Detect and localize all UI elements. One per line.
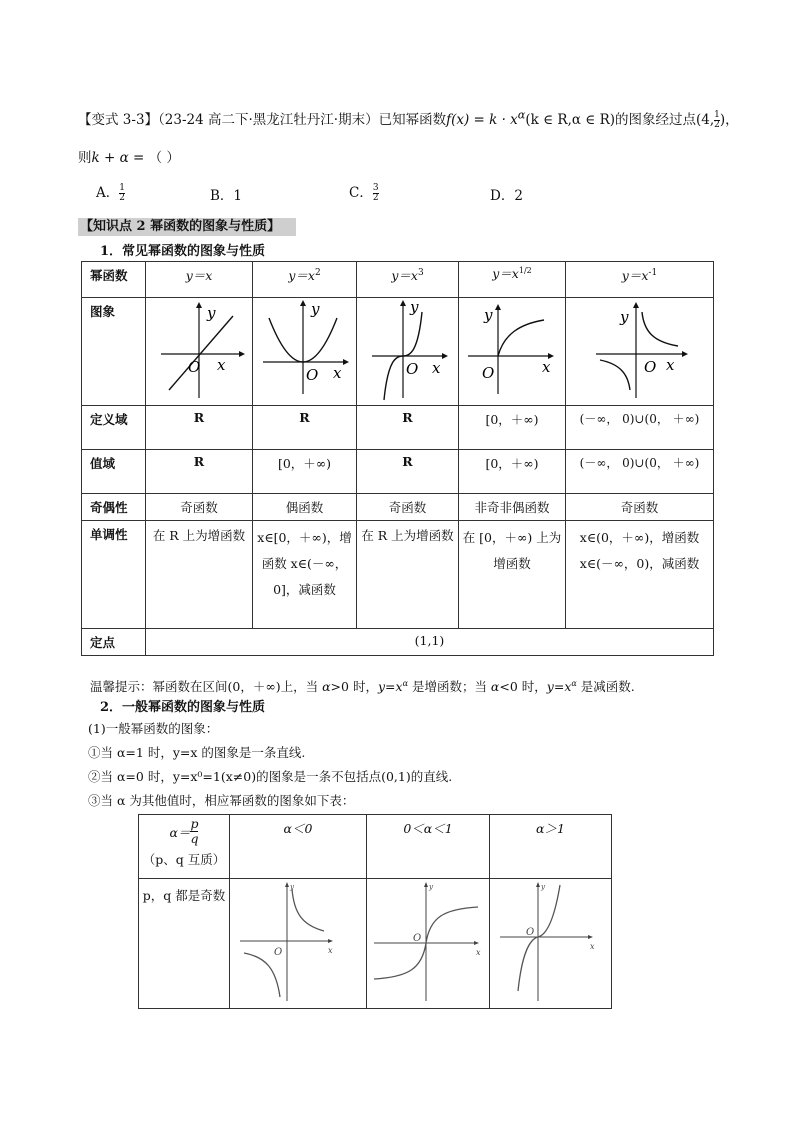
table-row (82, 262, 714, 298)
table-row (82, 494, 714, 521)
question-line2-blank: = （ ） (128, 150, 180, 166)
graph-cell (566, 298, 714, 406)
graph-y-x3 (358, 298, 458, 402)
origin-label: O (643, 358, 656, 376)
option-c[interactable] (349, 181, 379, 203)
option-d[interactable] (490, 184, 523, 204)
graph-y-sqrt (460, 298, 564, 402)
question-line-2 (78, 146, 180, 166)
cell: 在 [0，＋∞) 上为增函数 (459, 521, 566, 629)
option-fraction (119, 184, 125, 203)
cell: R (357, 406, 459, 450)
option-fraction (373, 184, 379, 203)
pq-fraction (190, 817, 198, 846)
y-label: y (484, 306, 493, 324)
cell: 奇函数 (357, 494, 459, 521)
x-label: x (332, 364, 341, 382)
table-row (139, 879, 612, 1009)
curve (498, 320, 544, 356)
row-label: 值域 (82, 450, 146, 494)
tip-part: x (395, 679, 403, 694)
tip-part: α (571, 678, 577, 688)
question-tag: 【变式 3-3】 (78, 112, 159, 128)
y-arrow-icon (196, 302, 202, 308)
origin-label: O (413, 933, 422, 944)
y-label: y (409, 298, 418, 316)
point-num: 1 (714, 110, 720, 120)
frac-den: 2 (372, 193, 379, 203)
graph-cell (459, 298, 566, 406)
cell: 在 R 上为增函数 (146, 521, 253, 629)
cell: [0，＋∞) (253, 450, 357, 494)
general-item-1: ①当 α=1 时，y=x 的图象是一条直线. (88, 745, 306, 760)
x-arrow-icon (588, 935, 593, 939)
row-label: 单调性 (82, 521, 146, 629)
knowledge-title: 【知识点 2 幂函数的图象与性质】 (78, 218, 296, 236)
tip-part: y (377, 679, 386, 694)
alpha-formula (142, 817, 226, 846)
curve-positive (642, 312, 678, 346)
option-text: 1 (233, 188, 243, 204)
option-label: C． (349, 185, 373, 201)
y-label: y (289, 883, 294, 891)
table-row (82, 629, 714, 656)
question-stem-b: 的图象经过点(4, (615, 112, 715, 128)
func-header (459, 262, 566, 298)
origin-label: O (188, 358, 201, 376)
origin-label: O (482, 364, 495, 382)
cell: x∈[0，＋∞)，增函数 x∈(－∞，0]，减函数 (253, 521, 357, 629)
x-arrow-icon (343, 359, 349, 365)
func-header (566, 262, 714, 298)
frac-num: 1 (119, 183, 125, 193)
origin-label: O (305, 366, 318, 384)
x-label: x (589, 942, 595, 951)
general-power-table (138, 814, 612, 1009)
func-header (357, 262, 459, 298)
tip-part: y (546, 679, 554, 694)
y-arrow-icon (633, 302, 639, 308)
y-label: y (207, 304, 216, 322)
func-text: y＝x (288, 268, 315, 283)
table-row (82, 521, 714, 629)
x-label: x (665, 356, 674, 374)
option-label: D． (490, 188, 515, 204)
graph-y-inverse (570, 298, 710, 402)
col-header: α＞1 (490, 815, 612, 879)
curve (518, 885, 560, 991)
row-label: 图象 (82, 298, 146, 406)
func-text: y＝x (185, 268, 213, 283)
tip-part: α (322, 679, 331, 694)
graph-alpha-greater (492, 879, 610, 1005)
tip-part: α (490, 679, 500, 694)
question-stem-c: )， (719, 112, 739, 128)
tip-part: <0 时， (499, 679, 547, 694)
cell: x∈(0，＋∞)，增函数 x∈(－∞，0)，减函数 (566, 521, 714, 629)
cell: R (357, 450, 459, 494)
question-line-1 (78, 108, 739, 130)
coprime-note: （p、q 互质） (142, 852, 226, 867)
cell: R (253, 406, 357, 450)
origin-label: O (525, 927, 534, 938)
graph-cell (253, 298, 357, 406)
x-arrow-icon (239, 351, 245, 357)
y-arrow-icon (400, 300, 406, 306)
option-b[interactable] (210, 184, 242, 204)
frac-num: 3 (372, 183, 379, 193)
x-label: x (431, 359, 440, 377)
x-arrow-icon (474, 941, 479, 945)
general-intro: (1)一般幂函数的图象： (88, 721, 219, 736)
col-header: 0＜α＜1 (367, 815, 490, 879)
tip-part: 温馨提示：幂函数在区间(0，＋∞)上，当 (90, 679, 323, 694)
question-stem: 已知幂函数 (378, 112, 447, 128)
row-label: 奇偶性 (82, 494, 146, 521)
table-row (82, 450, 714, 494)
y-arrow-icon (424, 882, 428, 887)
question-line2-prefix: 则 (78, 150, 92, 166)
table-row (82, 406, 714, 450)
section-2-title: 2．一般幂函数的图象与性质 (100, 700, 266, 715)
tip-part: = (385, 679, 396, 694)
func-exponent: 3 (417, 267, 424, 278)
cell: 非奇非偶函数 (459, 494, 566, 521)
formula-exponent: α (517, 108, 526, 122)
curve (169, 316, 233, 390)
cell: 在 R 上为增函数 (357, 521, 459, 629)
func-header (253, 262, 357, 298)
tip-part: = (553, 679, 565, 694)
y-label: y (429, 883, 433, 891)
y-label: y (540, 883, 545, 891)
graph-cell (146, 298, 253, 406)
formula-condition: (k ∈ R,α ∈ R) (525, 112, 616, 128)
frac-den: 2 (119, 193, 125, 203)
x-arrow-icon (328, 939, 333, 943)
origin-label: O (273, 947, 282, 958)
graph-y-x (149, 298, 249, 402)
curve-positive (426, 907, 478, 943)
cell: 奇函数 (566, 494, 714, 521)
y-label: y (310, 300, 319, 318)
cell: (－∞， 0)∪(0， ＋∞) (566, 406, 714, 450)
alpha-header (139, 815, 230, 879)
col-header: α＜0 (230, 815, 367, 879)
curve-negative (600, 360, 630, 390)
x-label: x (476, 948, 481, 957)
x-arrow-icon (442, 353, 448, 359)
func-text: y＝x (492, 266, 519, 281)
cell: [0，＋∞) (459, 450, 566, 494)
option-text: 2 (514, 188, 523, 204)
table-row (139, 815, 612, 879)
graph-cell (357, 298, 459, 406)
table-header-label: 幂函数 (82, 262, 146, 298)
row-label: 定义域 (82, 406, 146, 450)
tip-part: α (402, 678, 408, 688)
frac-q: q (190, 831, 199, 846)
func-text: y＝x (391, 268, 418, 283)
func-header (146, 262, 253, 298)
cell: (1,1) (146, 629, 714, 656)
func-exponent: -1 (648, 267, 658, 278)
y-arrow-icon (285, 882, 289, 887)
graph-cell (230, 879, 367, 1009)
graph-y-x2 (255, 298, 355, 402)
question-source: （23-24 高二下·黑龙江牡丹江·期末） (158, 112, 379, 128)
section-1-title: 1．常见幂函数的图象与性质 (100, 244, 266, 259)
option-a[interactable] (96, 181, 125, 203)
func-exponent: 1/2 (518, 265, 532, 275)
x-label: x (542, 358, 551, 376)
option-label: B． (210, 188, 234, 204)
curve-positive (292, 889, 324, 931)
tip-text (90, 677, 635, 695)
tip-part: 是减函数. (576, 679, 635, 694)
cell: R (146, 406, 253, 450)
cell: 奇函数 (146, 494, 253, 521)
tip-part: 是增函数；当 (407, 679, 491, 694)
graph-alpha-between (368, 879, 488, 1005)
cell: R (146, 450, 253, 494)
y-arrow-icon (495, 304, 501, 310)
tip-part: x (564, 679, 572, 694)
origin-label: O (405, 360, 418, 378)
curve-negative (244, 953, 280, 997)
question-line2-expr: k + α (91, 150, 129, 166)
question-formula: f(x) = k · x (446, 112, 518, 128)
x-label: x (217, 356, 226, 374)
cell: (－∞， 0)∪(0， ＋∞) (566, 450, 714, 494)
func-exponent: 2 (314, 267, 321, 278)
func-text: y＝x (621, 268, 649, 283)
cell: 偶函数 (253, 494, 357, 521)
graph-cell (367, 879, 490, 1009)
table-row (82, 298, 714, 406)
graph-alpha-negative (232, 879, 365, 1005)
alpha-eq: α＝ (169, 824, 191, 840)
graph-cell (490, 879, 612, 1009)
tip-part: >0 时， (330, 679, 378, 694)
row-label: p，q 都是奇数 (139, 879, 230, 1009)
y-arrow-icon (300, 300, 306, 306)
general-item-3: ③当 α 为其他值时，相应幂函数的图象如下表： (88, 793, 355, 808)
x-arrow-icon (682, 351, 688, 357)
general-item-2: ②当 α=0 时，y=x⁰=1(x≠0)的图象是一条不包括点(0,1)的直线. (88, 769, 453, 784)
frac-p: p (190, 816, 199, 831)
point-den: 2 (714, 120, 720, 130)
curve-negative (374, 943, 426, 979)
row-label: 定点 (82, 629, 146, 656)
y-arrow-icon (536, 882, 540, 887)
power-function-table (81, 261, 714, 656)
y-label: y (619, 308, 628, 326)
option-label: A． (96, 185, 120, 201)
cell: [0，＋∞) (459, 406, 566, 450)
x-label: x (327, 946, 333, 955)
